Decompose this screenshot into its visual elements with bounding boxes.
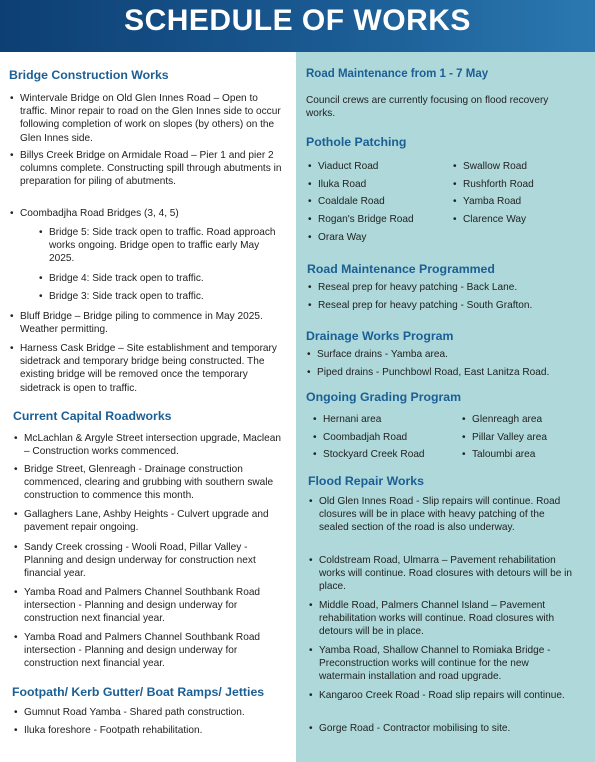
list-item: • Stockyard Creek Road	[313, 449, 425, 460]
list-item: • Yamba Road and Palmers Channel Southbank Road intersection - Planning and design underway for construction next financial year.	[14, 587, 261, 625]
list-item: • Kangaroo Creek Road - Road slip repairs will continue.	[309, 690, 565, 701]
list-item: • Coombadjah Road	[313, 432, 408, 443]
capital-heading: Current Capital Roadworks	[13, 409, 172, 423]
footpath-heading: Footpath/ Kerb Gutter/ Boat Ramps/ Jetties	[12, 685, 265, 699]
list-item: • Yamba Road, Shallow Channel to Romiaka Bridge - Preconstruction works will continue for the new watermain installation and road upgrade.	[309, 645, 551, 683]
flood-heading: Flood Repair Works	[308, 474, 424, 488]
list-item: • Sandy Creek crossing - Wooli Road, Pillar Valley - Planning and design underway for construction next financial year.	[14, 542, 256, 580]
list-item: • Bluff Bridge – Bridge piling to commence in May 2025. Weather permitting.	[10, 311, 263, 336]
list-item: • Iluka foreshore - Footpath rehabilitation.	[14, 725, 203, 736]
list-item: • Orara Way	[308, 232, 367, 243]
list-item: • Hernani area	[313, 414, 382, 425]
right-column	[296, 52, 595, 762]
left-column	[0, 52, 296, 762]
list-item: • Reseal prep for heavy patching - Back Lane.	[308, 282, 518, 293]
list-item: • Pillar Valley area	[462, 432, 547, 443]
list-item: • Wintervale Bridge on Old Glen Innes Road – Open to traffic. Minor repair to road on the Glen Innes side to occur following completion of work on slopes (by others) on the Glen Innes side.	[10, 93, 281, 144]
list-item: • Glenreagh area	[462, 414, 543, 425]
grading-heading: Ongoing Grading Program	[306, 390, 462, 404]
list-item: • Rushforth Road	[453, 179, 534, 190]
drainage-heading: Drainage Works Program	[306, 329, 454, 343]
list-item: • Surface drains - Yamba area.	[307, 349, 448, 360]
maintenance-heading: Road Maintenance from 1 - 7 May	[306, 68, 489, 80]
list-item: • Piped drains - Punchbowl Road, East Lanitza Road.	[307, 367, 550, 378]
list-item: • Billys Creek Bridge on Armidale Road – Pier 1 and pier 2 columns complete. Constructing spill through abutments in preparation for piling of abutments.	[10, 150, 282, 188]
list-item: • Gorge Road - Contractor mobilising to site.	[309, 723, 511, 734]
list-item: • Rogan's Bridge Road	[308, 214, 414, 225]
page-title: SCHEDULE OF WORKS	[124, 4, 471, 37]
list-item: • Coldstream Road, Ulmarra – Pavement rehabilitation works will continue. Road closures with detours will be in place.	[309, 555, 573, 593]
list-item: • Clarence Way	[453, 214, 527, 225]
list-item: • Iluka Road	[308, 179, 367, 190]
list-item: • Yamba Road and Palmers Channel Southbank Road intersection - Planning and design underway for construction next financial year.	[14, 632, 261, 670]
list-item: • Viaduct Road	[308, 161, 379, 172]
list-item: • Harness Cask Bridge – Site establishment and temporary sidetrack and temporary bridge being constructed. The existing bridge will be removed once the temporary sidetrack is open to traffic.	[10, 343, 277, 394]
list-item: • Bridge Street, Glenreagh - Drainage construction commenced, clearing and grubbing with southern swale construction to commence this month.	[14, 464, 274, 502]
list-item: • Bridge 5: Side track open to traffic. Road approach works ongoing. Bridge open to traffic early May 2025.	[39, 227, 276, 265]
list-item: • Coaldale Road	[308, 196, 385, 207]
bridge-heading: Bridge Construction Works	[9, 68, 169, 82]
list-item: • Coombadjha Road Bridges (3, 4, 5)	[10, 208, 179, 219]
programmed-heading: Road Maintenance Programmed	[307, 262, 495, 276]
list-item: • Gumnut Road Yamba - Shared path construction.	[14, 707, 245, 718]
pothole-heading: Pothole Patching	[306, 135, 407, 149]
list-item: • Taloumbi area	[462, 449, 536, 460]
list-item: • Old Glen Innes Road - Slip repairs will continue. Road closures will be in place with heavy patching of the sealed section of the road is also underway.	[309, 496, 561, 534]
list-item: • Gallaghers Lane, Ashby Heights - Culvert upgrade and pavement repair ongoing.	[14, 509, 269, 534]
list-item: • Bridge 3: Side track open to traffic.	[39, 291, 204, 302]
list-item: • Bridge 4: Side track open to traffic.	[39, 273, 204, 284]
maintenance-text: Council crews are currently focusing on flood recovery works.	[306, 95, 549, 120]
list-item: • McLachlan & Argyle Street intersection upgrade, Maclean – Construction works commenced.	[14, 433, 281, 458]
list-item: • Swallow Road	[453, 161, 527, 172]
list-item: • Middle Road, Palmers Channel Island – Pavement rehabilitation works will continue. Road closures with detours will be in place.	[309, 600, 555, 638]
list-item: • Yamba Road	[453, 196, 522, 207]
title-banner	[0, 0, 595, 52]
list-item: • Reseal prep for heavy patching - South Grafton.	[308, 300, 533, 311]
